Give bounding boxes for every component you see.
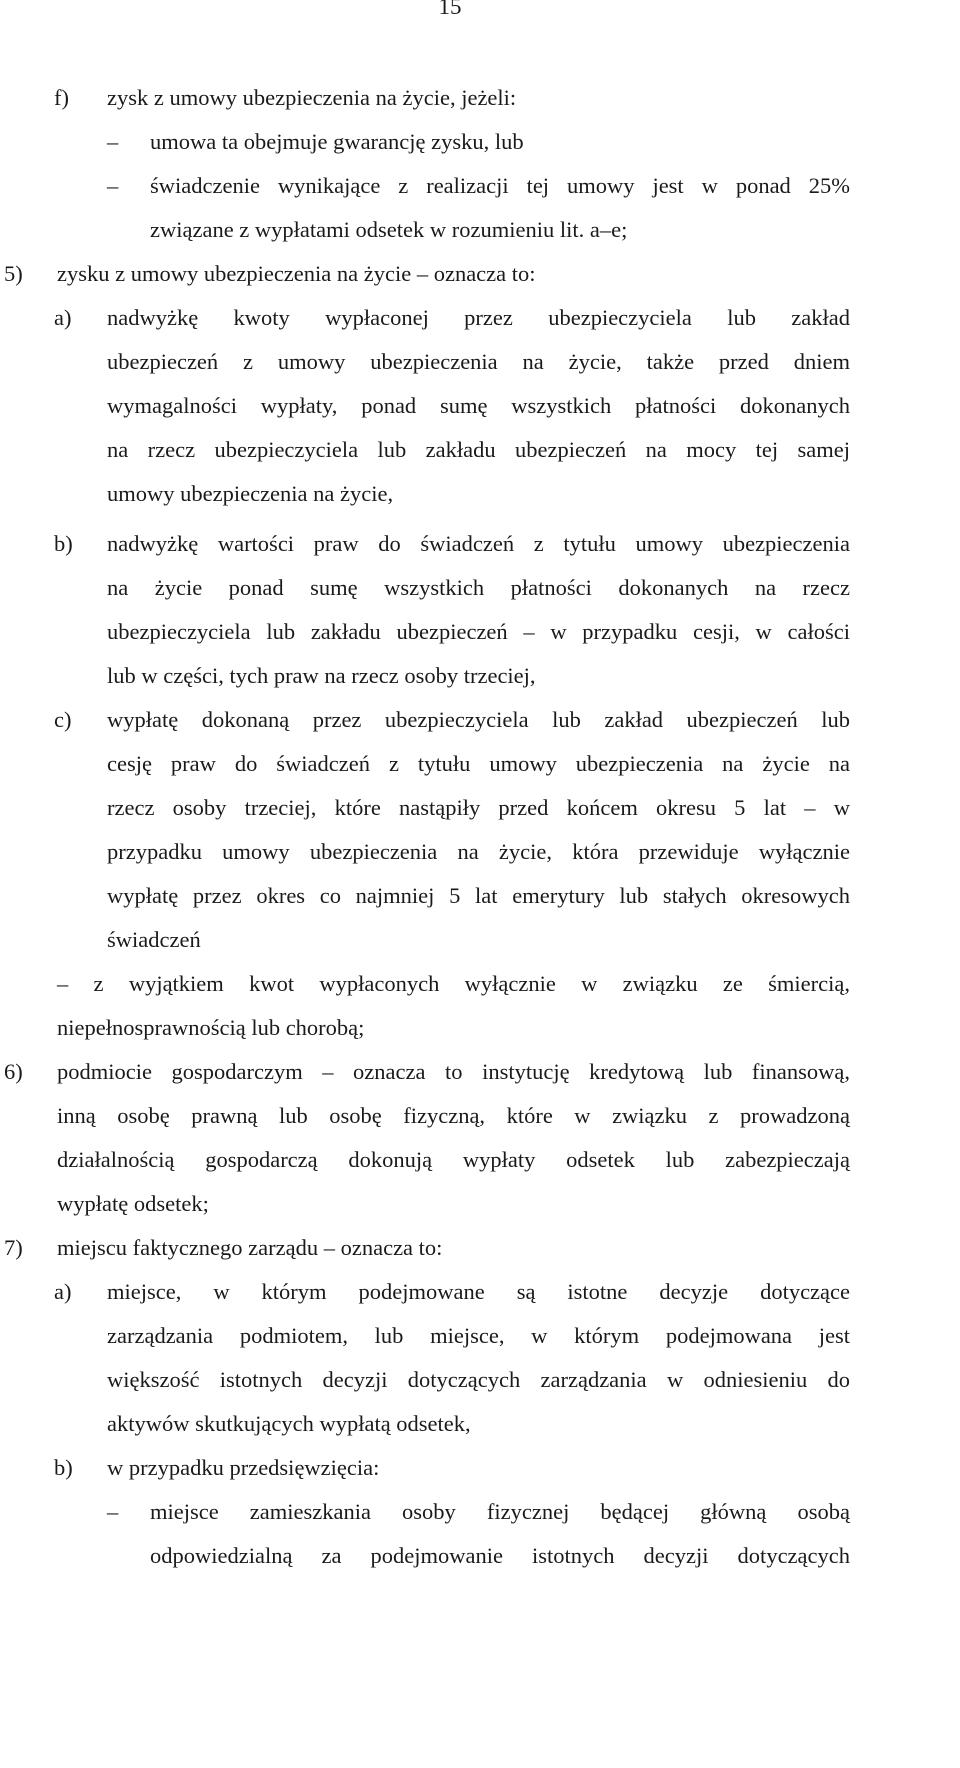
paragraph-line: zarządzania podmiotem, lub miejsce, w którym podejmowana jest — [107, 1323, 850, 1348]
paragraph-line: miejsce zamieszkania osoby fizycznej będącej główną osobą — [150, 1499, 850, 1524]
item-f-dash2-line2: związane z wypłatami odsetek w rozumieniu lit. a–e; — [150, 217, 628, 242]
paragraph-line: wypłatę dokonaną przez ubezpieczyciela lub zakład ubezpieczeń lub — [107, 707, 850, 732]
paragraph-line: przypadku umowy ubezpieczenia na życie, która przewiduje wyłącznie — [107, 839, 850, 864]
item-f-label: f) — [54, 85, 69, 110]
item-7-intro: miejscu faktycznego zarządu – oznacza to: — [57, 1235, 443, 1260]
paragraph-line: rzecz osoby trzeciej, które nastąpiły przed końcem okresu 5 lat – w — [107, 795, 850, 820]
paragraph-line: świadczeń — [107, 927, 201, 952]
paragraph-line: wypłatę odsetek; — [57, 1191, 209, 1216]
item-5-intro: zysku z umowy ubezpieczenia na życie – oznacza to: — [57, 261, 536, 286]
paragraph-line: umowy ubezpieczenia na życie, — [107, 481, 394, 506]
item-5b-label: b) — [54, 531, 73, 556]
item-7a-label: a) — [54, 1279, 72, 1304]
item-7b-label: b) — [54, 1455, 73, 1480]
item-5a-label: a) — [54, 305, 72, 330]
paragraph-line: wymagalności wypłaty, ponad sumę wszystkich płatności dokonanych — [107, 393, 850, 418]
item-5c-label: c) — [54, 707, 72, 732]
paragraph-line: nadwyżkę wartości praw do świadczeń z tytułu umowy ubezpieczenia — [107, 531, 850, 556]
paragraph-line: większość istotnych decyzji dotyczących zarządzania w odniesieniu do — [107, 1367, 850, 1392]
paragraph-line: na rzecz ubezpieczyciela lub zakładu ubezpieczeń na mocy tej samej — [107, 437, 850, 462]
paragraph-line: wypłatę przez okres co najmniej 5 lat emerytury lub stałych okresowych — [107, 883, 850, 908]
paragraph-line: ubezpieczyciela lub zakładu ubezpieczeń – w przypadku cesji, w całości — [107, 619, 850, 644]
paragraph-line: – z wyjątkiem kwot wypłaconych wyłącznie w związku ze śmiercią, — [57, 971, 850, 996]
item-f-dash2-line1: świadczenie wynikające z realizacji tej umowy jest w ponad 25% — [150, 173, 850, 198]
paragraph-line: inną osobę prawną lub osobę fizyczną, które w związku z prowadzoną — [57, 1103, 850, 1128]
item-f-dash1: umowa ta obejmuje gwarancję zysku, lub — [150, 129, 524, 154]
paragraph-line: odpowiedzialną za podejmowanie istotnych decyzji dotyczących — [150, 1543, 850, 1568]
item-5-label: 5) — [4, 261, 23, 286]
item-7b-intro: w przypadku przedsięwzięcia: — [107, 1455, 380, 1480]
item-6-label: 6) — [4, 1059, 23, 1084]
paragraph-line: na życie ponad sumę wszystkich płatności dokonanych na rzecz — [107, 575, 850, 600]
paragraph-line: nadwyżkę kwoty wypłaconej przez ubezpieczyciela lub zakład — [107, 305, 850, 330]
paragraph-line: cesję praw do świadczeń z tytułu umowy ubezpieczenia na życie na — [107, 751, 850, 776]
dash-marker: – — [107, 1499, 119, 1524]
paragraph-line: ubezpieczeń z umowy ubezpieczenia na życie, także przed dniem — [107, 349, 850, 374]
dash-marker: – — [107, 173, 119, 198]
paragraph-line: niepełnosprawnością lub chorobą; — [57, 1015, 365, 1040]
page-number: 15 — [438, 0, 462, 19]
paragraph-line: podmiocie gospodarczym – oznacza to instytucję kredytową lub finansową, — [57, 1059, 850, 1084]
item-f-intro: zysk z umowy ubezpieczenia na życie, jeżeli: — [107, 85, 517, 110]
paragraph-line: lub w części, tych praw na rzecz osoby trzeciej, — [107, 663, 536, 688]
paragraph-line: aktywów skutkujących wypłatą odsetek, — [107, 1411, 471, 1436]
dash-marker: – — [107, 129, 119, 154]
paragraph-line: miejsce, w którym podejmowane są istotne decyzje dotyczące — [107, 1279, 850, 1304]
item-7-label: 7) — [4, 1235, 23, 1260]
paragraph-line: działalnością gospodarczą dokonują wypłaty odsetek lub zabezpieczają — [57, 1147, 850, 1172]
